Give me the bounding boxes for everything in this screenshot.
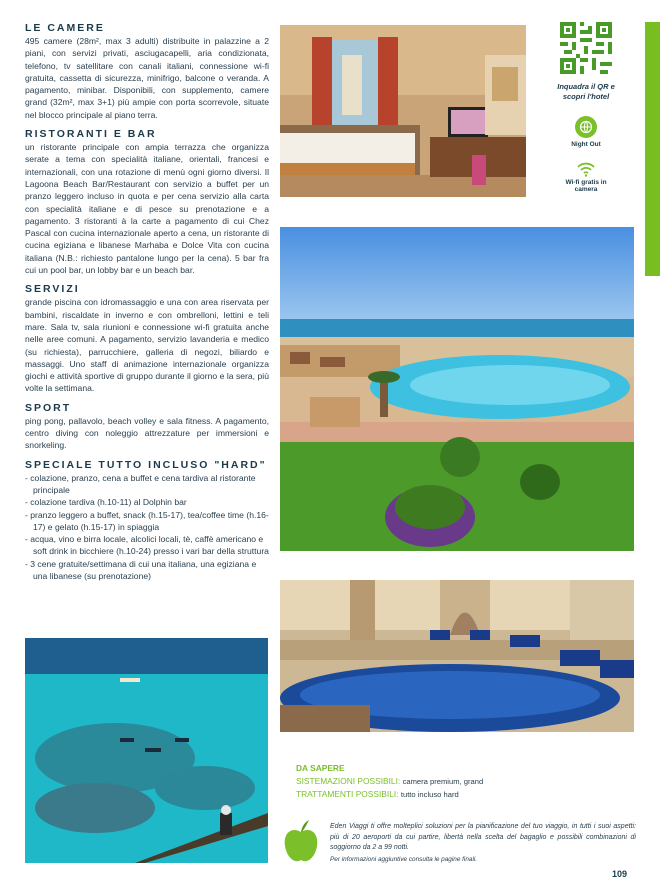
- section-title: RISTORANTI E BAR: [25, 128, 157, 141]
- section-sport: [25, 402, 269, 452]
- section-ristoranti: [25, 128, 269, 276]
- list-item: - colazione tardiva (h.10-11) al Dolphin bar: [25, 497, 187, 508]
- da-sapere-title: DA SAPERE: [296, 763, 345, 773]
- globe-icon: [575, 116, 597, 138]
- section-title: SERVIZI: [25, 283, 80, 296]
- trattamenti-value: tutto incluso hard: [400, 790, 459, 799]
- section-body: ping pong, pallavolo, beach volley e sala fitness. A pagamento, centro diving con noleggio attrezzature per immersioni e snorkeling.: [25, 415, 269, 451]
- list-item: - 3 cene gratuite/settimana di cui una italiana, una egiziana e una libanese (su prenotazione): [25, 558, 257, 581]
- sistemazioni-label: SISTEMAZIONI POSSIBILI:: [296, 775, 401, 786]
- list-item: - colazione, pranzo, cena a buffet e cena tardiva al ristorante principale: [25, 472, 256, 495]
- section-title: SPECIALE TUTTO INCLUSO "HARD": [25, 458, 267, 471]
- pool-photo: [280, 227, 634, 551]
- section-title: SPORT: [25, 401, 72, 414]
- apple-logo-icon: [281, 818, 321, 864]
- section-title: LE CAMERE: [25, 22, 105, 34]
- chapter-tab: [645, 22, 660, 276]
- snorkeling-photo: [25, 638, 268, 863]
- qr-sidebar: [555, 22, 617, 194]
- sistemazioni-row: [296, 775, 596, 789]
- list-item: - pranzo leggero a buffet, snack (h.15-17), tea/coffee time (h.16-17) e gelato (h.15-17) in spiaggia: [25, 509, 269, 532]
- list-item: - acqua, vino e birra locale, alcolici locali, tè, caffè americano e soft drink in bicchiere (h.10-24) presso i vari bar della struttura: [25, 534, 269, 557]
- eden-note: Per informazioni aggiuntive consulta le pagine finali.: [330, 855, 478, 863]
- section-body: grande piscina con idromassaggio e una con area riservata per bambini, riscaldate in inverno e con ombrelloni, lettini e teli mare. Sala tv, sala riunioni e connessione wi-fi gratuita anche nelle aree comuni. A pagamento, servizio lavanderia e medico (su richiesta), parrucchiere, galleria di negozi, biliardo e massaggi. Uno staff di animazione internazionale organizza giochi e attività sportive di gruppo durante il giorno e la sera, più volte la settimana.: [25, 297, 269, 394]
- wifi-label: Wi-fi gratis in camera: [565, 178, 607, 193]
- night-out-label: Night Out: [571, 141, 601, 148]
- section-body: un ristorante principale con ampia terrazza che organizza serate a tema con specialità italiane, orientali, francesi e internazionali, con una rotazione di menù ogni giorno diversi. Il Lagoona Beach Bar/Restaurant con servizio a buffet per un pranzo leggero incluso in quota e per cena servizio alla carta con specialità italiane e di pesce su prenotazione e a pagamento. 3 ristoranti à la carte a pagamento di cui Chez Pascal con cucina internazionale aperto a cena, un ristorante di cucina egiziana e libanese Marhaba e Dolce Vita con cucina italiana (N.B.: richiesto pantalone lungo per la cena). 5 bar fra cui un pool bar, un lobby bar e un beach bar.: [25, 142, 269, 276]
- section-servizi: [25, 283, 269, 394]
- wifi-icon: [576, 161, 596, 177]
- section-camere: [25, 22, 269, 121]
- qr-code[interactable]: [560, 22, 612, 74]
- eden-text: Eden Viaggi ti offre molteplici soluzioni per la pianificazione del tuo viaggio, in tutti i suoi aspetti: più di 20 aeroporti da cui partire, libertà nella scelta del bagaglio e possibili combinazioni di soggiorno da 2 a 99 notti.: [330, 823, 636, 851]
- room-photo: [280, 25, 526, 197]
- all-inclusive-list: [25, 472, 269, 583]
- sistemazioni-value: camera premium, grand: [402, 776, 484, 786]
- trattamenti-label: TRATTAMENTI POSSIBILI:: [296, 789, 399, 799]
- da-sapere-box: [296, 762, 596, 802]
- trattamenti-row: [296, 788, 596, 802]
- spa-photo: [280, 580, 634, 732]
- section-speciale: [25, 459, 269, 583]
- section-body: 495 camere (28m², max 3 adulti) distribuite in palazzine a 2 piani, con servizi privati, asciugacapelli, aria condizionata, telefono, tv satellitare con canali italiani, connessione wi-fi gratuita, cassetta di sicurezza, minifrigo, balcone o veranda. A pagamento, minibar. Disponibili, con supplemento, camere grand (32m², max 3+1) più ampie con porta scorrevole, situate nel blocco principale al piano terra.: [25, 36, 269, 120]
- page-number: 109: [612, 869, 628, 879]
- hotel-description-column: [25, 22, 269, 582]
- qr-caption: Inquadra il QR e scopri l'hotel: [557, 82, 615, 101]
- eden-info: [330, 822, 636, 865]
